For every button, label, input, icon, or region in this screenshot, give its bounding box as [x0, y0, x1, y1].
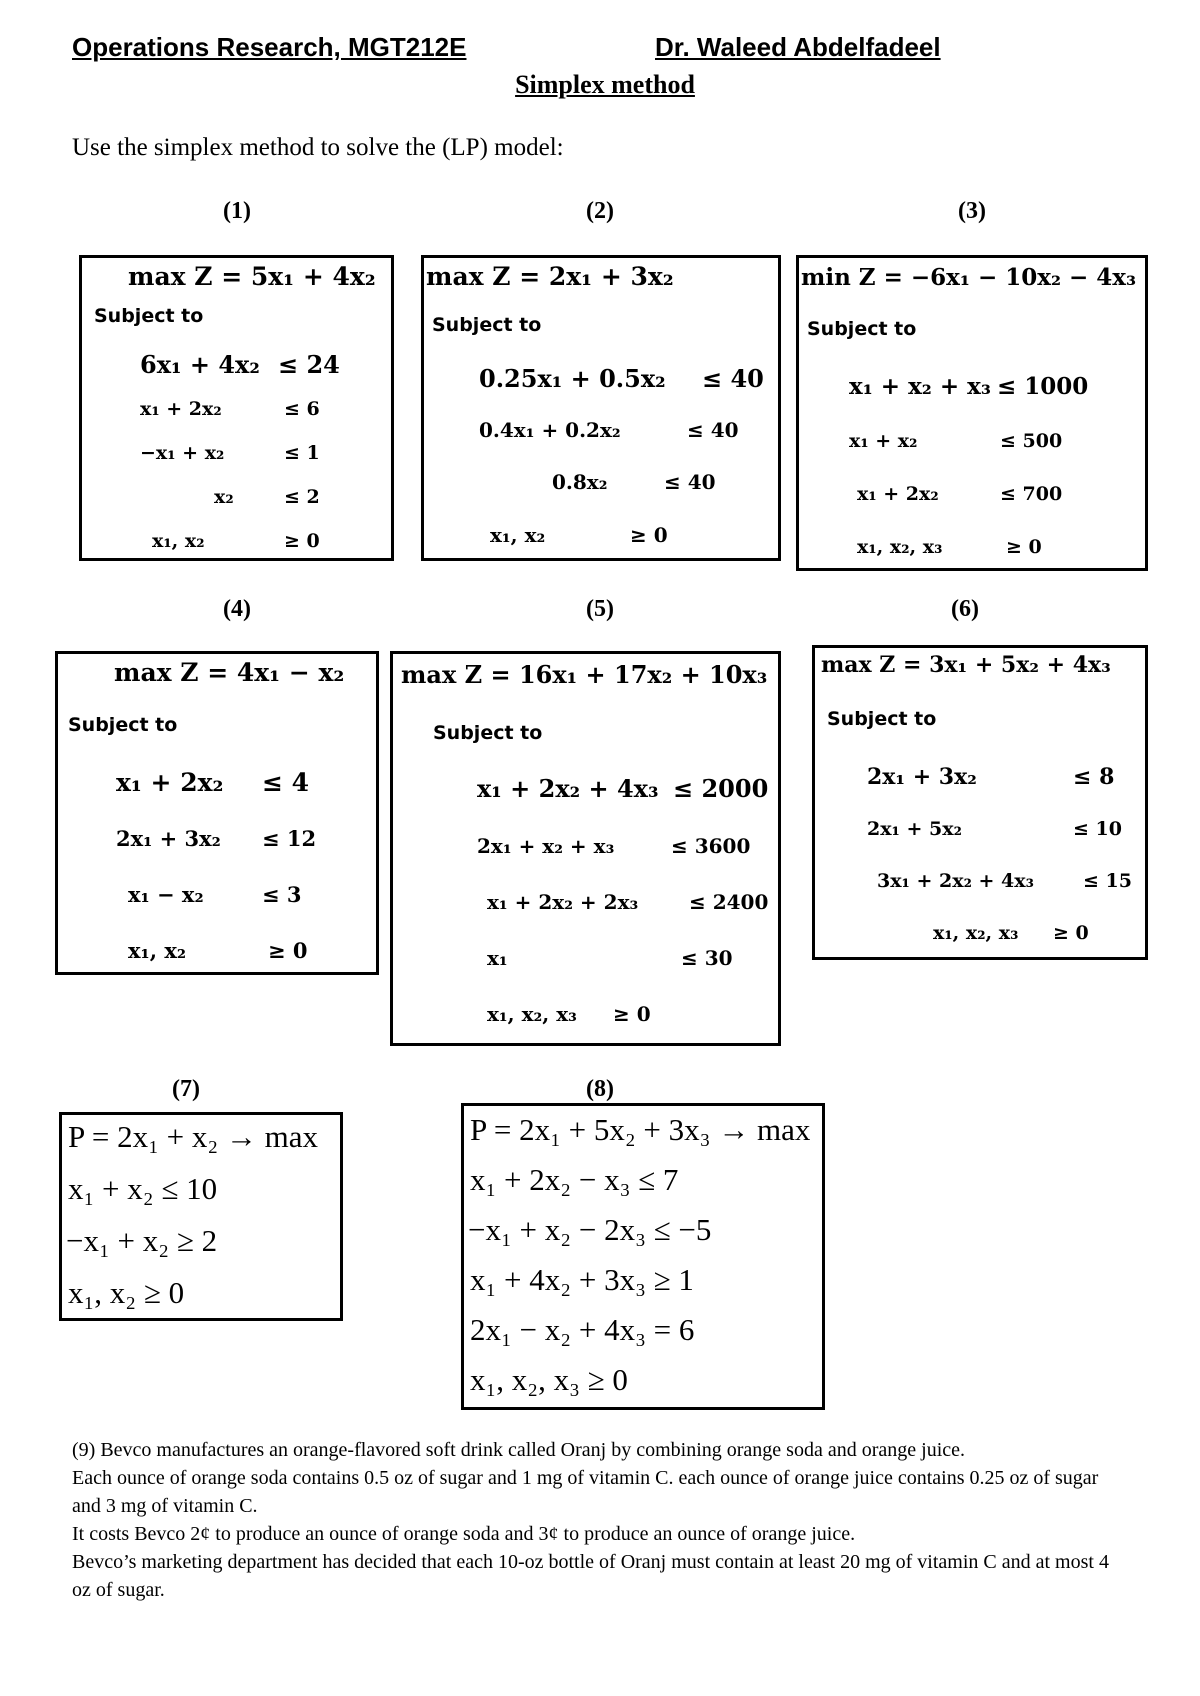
problem-5-constraint-1: x₁ + 2x₂ + 4x₃: [477, 774, 659, 803]
problem-7-objective: P = 2x₁ + x₂ → max: [68, 1119, 319, 1154]
problem-5-constraint-2: 2x₁ + x₂ + x₃: [477, 834, 615, 858]
problem-8-constraint-5: x₁, x₂, x₃ ≥ 0: [470, 1362, 628, 1397]
problem-5-label: (5): [586, 596, 614, 622]
problem-4-constraint-2: 2x₁ + 3x₂: [116, 826, 221, 851]
problem-1-constraint-3: −x₁ + x₂: [140, 442, 225, 464]
problem-3-objective: min Z = −6x₁ − 10x₂ − 4x₃: [801, 264, 1137, 291]
problem-5-rhs-2: ≤ 3600: [671, 834, 751, 858]
problem-1-constraint-5: x₁, x₂: [152, 530, 205, 552]
problem-8-constraint-2: −x₁ + x₂ − 2x₃ ≤ −5: [468, 1212, 712, 1247]
problem-3-constraint-3: x₁ + 2x₂: [857, 483, 939, 505]
problem-3-rhs-2: ≤ 500: [1000, 430, 1063, 452]
problem-3-constraint-1: x₁ + x₂ + x₃: [849, 373, 991, 400]
problem-2-label: (2): [586, 198, 614, 224]
problem-6-constraint-4: x₁, x₂, x₃: [933, 922, 1019, 944]
problem-8-constraint-3: x₁ + 4x₂ + 3x₃ ≥ 1: [470, 1262, 694, 1297]
problem-4-rhs-4: ≥ 0: [268, 938, 308, 963]
problem-2-constraint-1: 0.25x₁ + 0.5x₂: [479, 364, 666, 393]
problem-6-rhs-4: ≥ 0: [1053, 922, 1089, 944]
problem-1-rhs-5: ≥ 0: [284, 530, 320, 552]
problem-6-rhs-2: ≤ 10: [1073, 818, 1122, 840]
problem-6-constraint-2: 2x₁ + 5x₂: [867, 818, 962, 840]
problem-9-paragraph: Bevco’s marketing department has decided that each 10-oz bottle of Oranj must contain at least 20 mg of vitamin C and at most 4 oz of sugar.: [72, 1551, 1109, 1601]
problem-9-paragraph: Each ounce of orange soda contains 0.5 oz of sugar and 1 mg of vitamin C. each ounce of orange juice contains 0.25 oz of sugar and 3 mg of vitamin C.: [72, 1467, 1099, 1517]
problem-1-label: (1): [223, 198, 251, 224]
problem-3-rhs-3: ≤ 700: [1000, 483, 1063, 505]
problem-5-constraint-3: x₁ + 2x₂ + 2x₃: [487, 890, 639, 914]
problem-2-rhs-4: ≥ 0: [630, 523, 668, 547]
problem-7-label: (7): [172, 1076, 200, 1102]
problem-2-rhs-2: ≤ 40: [687, 418, 739, 442]
problem-7-constraint-1: x₁ + x₂ ≤ 10: [68, 1171, 218, 1206]
problem-5-rhs-4: ≤ 30: [681, 946, 733, 970]
problem-1-constraint-1: 6x₁ + 4x₂: [140, 350, 260, 379]
problem-8-label: (8): [586, 1076, 614, 1102]
author-name: Dr. Waleed Abdelfadeel: [655, 32, 941, 62]
instruction-text: Use the simplex method to solve the (LP) model:: [72, 134, 564, 161]
page-subtitle: Simplex method: [515, 70, 695, 99]
subject-to-label: Subject to: [807, 318, 917, 340]
problem-6-rhs-1: ≤ 8: [1073, 764, 1115, 790]
problem-3-box: [796, 255, 1148, 571]
problem-6-constraint-3: 3x₁ + 2x₂ + 4x₃: [877, 870, 1034, 892]
subject-to-label: Subject to: [433, 722, 543, 744]
problem-4-box: [55, 651, 379, 975]
problem-6-label: (6): [951, 596, 979, 622]
problem-6-constraint-1: 2x₁ + 3x₂: [867, 764, 977, 790]
problem-4-constraint-4: x₁, x₂: [128, 938, 187, 963]
problem-2-box: [421, 255, 781, 561]
problem-5-rhs-3: ≤ 2400: [689, 890, 769, 914]
problem-7-constraint-3: x₁, x₂ ≥ 0: [68, 1275, 185, 1310]
problem-8-objective: P = 2x₁ + 5x₂ + 3x₃ → max: [470, 1112, 811, 1147]
problem-2-objective: max Z = 2x₁ + 3x₂: [426, 262, 674, 291]
subject-to-label: Subject to: [94, 305, 204, 327]
problem-1-rhs-2: ≤ 6: [284, 398, 320, 420]
subject-to-label: Subject to: [68, 714, 178, 736]
problem-1-constraint-2: x₁ + 2x₂: [140, 398, 222, 420]
problem-1-rhs-3: ≤ 1: [284, 442, 320, 464]
problem-3-constraint-4: x₁, x₂, x₃: [857, 536, 943, 558]
problem-4-constraint-1: x₁ + 2x₂: [116, 768, 224, 797]
problem-5-rhs-1: ≤ 2000: [673, 774, 769, 803]
problem-5-constraint-4: x₁: [487, 946, 508, 970]
problem-3-rhs-4: ≥ 0: [1006, 536, 1042, 558]
problem-6-objective: max Z = 3x₁ + 5x₂ + 4x₃: [821, 652, 1111, 678]
problem-1-box: [79, 255, 394, 561]
problem-1-constraint-4: x₂: [214, 486, 234, 508]
problem-9-paragraph: It costs Bevco 2¢ to produce an ounce of orange soda and 3¢ to produce an ounce of orange juice.: [72, 1523, 856, 1545]
problem-3-constraint-2: x₁ + x₂: [849, 430, 918, 452]
course-title: Operations Research, MGT212E: [72, 32, 467, 62]
problem-2-constraint-3: 0.8x₂: [552, 470, 608, 494]
problem-7-box: [59, 1112, 343, 1321]
problem-6-rhs-3: ≤ 15: [1083, 870, 1132, 892]
problem-1-rhs-1: ≤ 24: [278, 350, 340, 379]
problem-8-constraint-4: 2x₁ − x₂ + 4x₃ = 6: [470, 1312, 695, 1347]
problem-4-constraint-3: x₁ − x₂: [128, 882, 204, 907]
problem-3-label: (3): [958, 198, 986, 224]
problem-4-objective: max Z = 4x₁ − x₂: [114, 658, 345, 687]
problem-8-box: [461, 1103, 825, 1410]
problem-1-objective: max Z = 5x₁ + 4x₂: [128, 262, 376, 291]
problem-2-constraint-2: 0.4x₁ + 0.2x₂: [479, 418, 621, 442]
problem-8-constraint-1: x₁ + 2x₂ − x₃ ≤ 7: [470, 1162, 679, 1197]
subject-to-label: Subject to: [432, 314, 542, 336]
problem-3-rhs-1: ≤ 1000: [997, 373, 1089, 400]
problem-5-box: [390, 651, 781, 1046]
problem-9-paragraph: (9) Bevco manufactures an orange-flavored soft drink called Oranj by combining orange soda and orange juice.: [72, 1439, 965, 1461]
problem-7-constraint-2: −x₁ + x₂ ≥ 2: [66, 1223, 218, 1258]
problem-6-box: [812, 645, 1148, 960]
problem-5-rhs-5: ≥ 0: [613, 1002, 651, 1026]
problem-5-objective: max Z = 16x₁ + 17x₂ + 10x₃: [401, 660, 768, 689]
problem-2-rhs-1: ≤ 40: [702, 364, 764, 393]
problem-4-rhs-3: ≤ 3: [262, 882, 302, 907]
subject-to-label: Subject to: [827, 708, 937, 730]
problem-2-rhs-3: ≤ 40: [664, 470, 716, 494]
problem-2-constraint-4: x₁, x₂: [490, 523, 546, 547]
problem-1-rhs-4: ≤ 2: [284, 486, 320, 508]
problem-5-constraint-5: x₁, x₂, x₃: [487, 1002, 577, 1026]
problem-4-rhs-1: ≤ 4: [262, 768, 310, 797]
problem-4-label: (4): [223, 596, 251, 622]
problem-9-text: [72, 1436, 1132, 1604]
problem-4-rhs-2: ≤ 12: [262, 826, 317, 851]
